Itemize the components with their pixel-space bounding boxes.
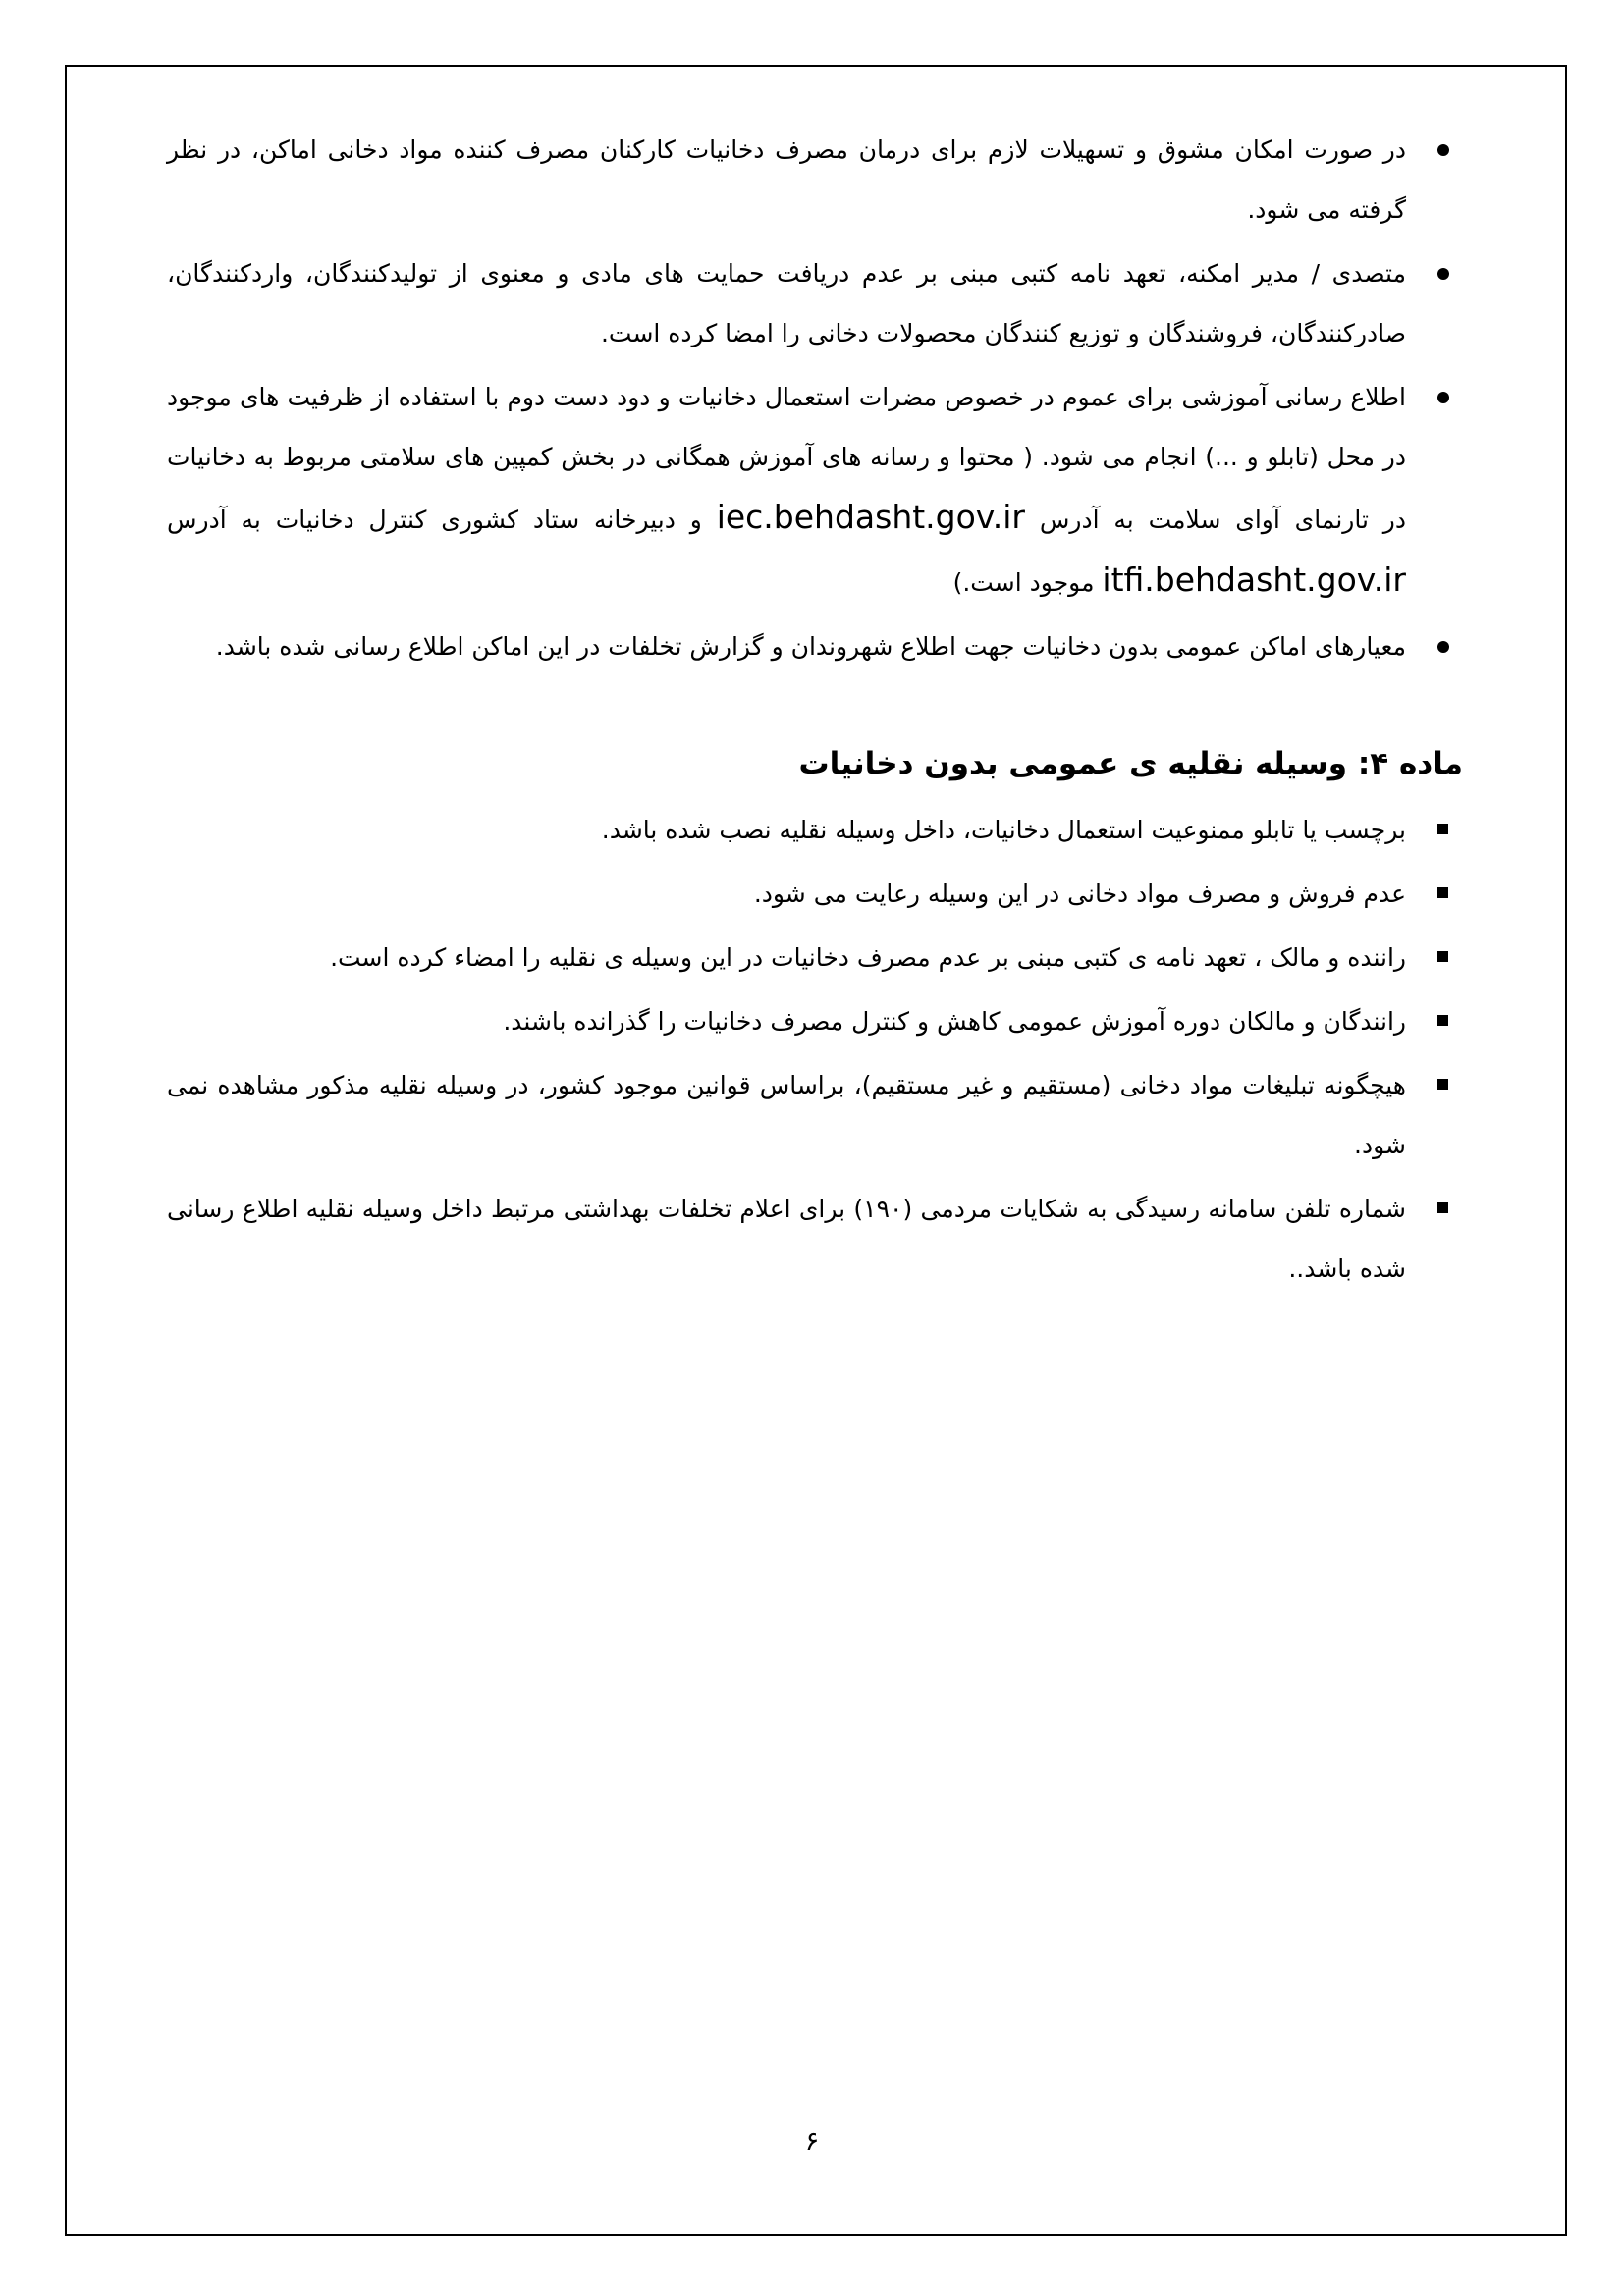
list-item: [167, 1055, 1463, 1175]
bullet-dot-icon: [1437, 144, 1449, 156]
bullet-list-requirements: [167, 120, 1463, 680]
list-item-text: موجود است.): [952, 568, 1103, 597]
list-item-text: عدم فروش و مصرف مواد دخانی در این وسیله رعایت می شود.: [753, 880, 1406, 908]
itfi-link[interactable]: itfi.behdasht.gov.ir: [1102, 561, 1406, 599]
list-item-text: هیچگونه تبلیغات مواد دخانی (مستقیم و غیر مستقیم)، براساس قوانین موجود کشور، در وسیله نقلیه مذکور مشاهده نمی شود.: [167, 1071, 1406, 1159]
list-item-text: رانندگان و مالکان دوره آموزش عمومی کاهش و کنترل مصرف دخانیات را گذرانده باشند.: [503, 1007, 1406, 1036]
list-item: [167, 928, 1463, 988]
bullet-dot-icon: [1437, 268, 1449, 280]
list-item-text: معیارهای اماکن عمومی بدون دخانیات جهت اطلاع شهروندان و گزارش تخلفات در این اماکن اطلاع رسانی شده باشد.: [215, 632, 1406, 661]
section-heading: ماده ۴: وسیله نقلیه ی عمومی بدون دخانیات: [798, 746, 1463, 781]
bullet-square-icon: [1437, 1079, 1448, 1090]
list-item-text: شماره تلفن سامانه رسیدگی به شکایات مردمی (۱۹۰) برای اعلام تخلفات بهداشتی مرتبط داخل وسیله نقلیه اطلاع رسانی شده باشد..: [167, 1195, 1407, 1283]
list-item: [167, 800, 1463, 860]
bullet-square-icon: [1437, 951, 1448, 962]
iec-link[interactable]: iec.behdasht.gov.ir: [716, 498, 1025, 536]
list-item: [167, 120, 1463, 240]
list-item-text: برچسب یا تابلو ممنوعیت استعمال دخانیات، داخل وسیله نقلیه نصب شده باشد.: [601, 816, 1406, 844]
bullet-square-icon: [1437, 1202, 1448, 1213]
list-item-text: اطلاع رسانی آموزشی برای عموم در خصوص مضرات استعمال دخانیات و دود دست دوم با استفاده از ظرفیت های موجود در محل (تابلو و ...) انجام می شود. ( محتوا و رسانه های آموزش همگانی در بخش کمپین های سلامتی مربوط به دخانیات در تارنمای آوای سلامت به آدرس: [167, 383, 1406, 534]
list-item: [167, 243, 1463, 363]
list-item-text: راننده و مالک ، تعهد نامه ی کتبی مبنی بر عدم مصرف دخانیات در این وسیله ی نقلیه را امضاء کرده است.: [330, 943, 1406, 972]
bullet-square-icon: [1437, 1015, 1448, 1026]
list-item-text: و دبیرخانه ستاد کشوری کنترل دخانیات به آدرس: [167, 506, 717, 534]
bullet-list-vehicle: [167, 800, 1463, 1303]
list-item: [167, 864, 1463, 924]
bullet-dot-icon: [1437, 392, 1449, 403]
list-item: [167, 616, 1463, 676]
list-item-text: متصدی / مدیر امکنه، تعهد نامه کتبی مبنی بر عدم دریافت حمایت های مادی و معنوی از تولیدکنندگان، واردکنندگان، صادرکنندگان، فروشندگان و توزیع کنندگان محصولات دخانی را امضا کرده است.: [167, 259, 1406, 347]
bullet-square-icon: [1437, 824, 1448, 834]
list-item: [167, 367, 1463, 613]
bullet-square-icon: [1437, 887, 1448, 898]
bullet-dot-icon: [1437, 641, 1449, 653]
list-item: [167, 1179, 1463, 1299]
list-item: [167, 991, 1463, 1051]
page-number: ۶: [804, 2126, 820, 2157]
list-item-text: در صورت امکان مشوق و تسهیلات لازم برای درمان مصرف دخانیات کارکنان مصرف کننده مواد دخانی اماکن، در نظر گرفته می شود.: [167, 135, 1406, 224]
